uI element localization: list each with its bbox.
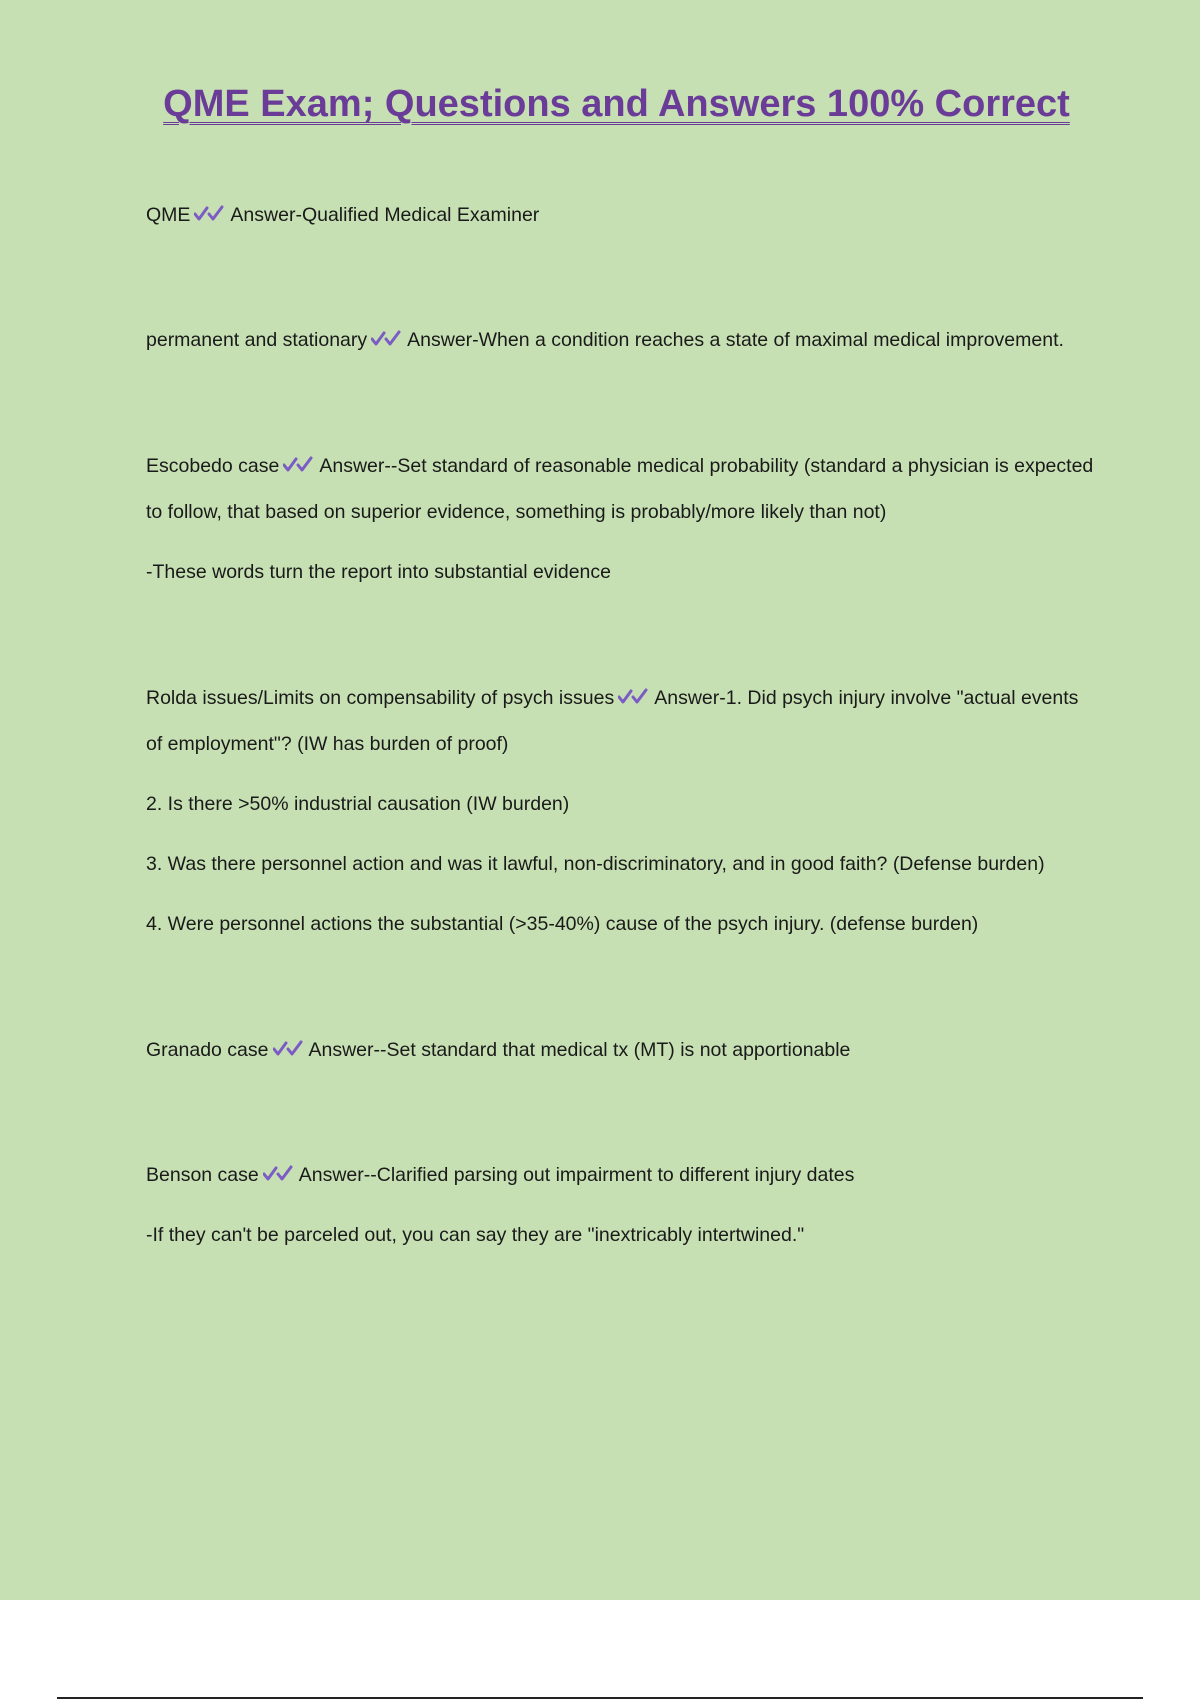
double-check-icon [194,204,224,224]
question-text: permanent and stationary [146,329,368,351]
answer-text: Answer--Set standard of reasonable medical probability (standard a physician is expected to follow, that based on superior evidence, something is probably/more likely than not) [146,455,1094,523]
answer-text: Answer-1. Did psych injury involve "actual events of employment"? (IW has burden of proof) [146,687,1079,755]
answer-line: 2. Is there >50% industrial causation (IW burden) [146,793,570,815]
qa-item [146,443,1096,595]
qa-first-line [146,317,1096,363]
answer-line: 3. Was there personnel action and was it lawful, non-discriminatory, and in good faith? (Defense burden) [146,853,1045,875]
answer-line: -These words turn the report into substantial evidence [146,561,612,583]
qa-item [146,675,1096,947]
qa-first-line [146,192,1096,238]
qa-first-line [146,443,1096,535]
answer-text: Answer--Clarified parsing out impairment to different injury dates [298,1164,855,1186]
question-text: Rolda issues/Limits on compensability of psych issues [146,687,615,709]
question-text: QME [146,204,191,226]
double-check-icon [273,1039,303,1059]
answer-text: Answer-Qualified Medical Examiner [230,204,540,226]
qa-item [146,317,1096,363]
question-text: Granado case [146,1039,269,1061]
qa-first-line [146,1152,1096,1198]
double-check-icon [371,329,401,349]
footer-divider [57,1697,1143,1699]
question-text: Benson case [146,1164,259,1186]
question-text: Escobedo case [146,455,280,477]
qa-item [146,1027,1096,1073]
answer-text: Answer--Set standard that medical tx (MT) is not apportionable [308,1039,851,1061]
qa-first-line [146,675,1096,767]
double-check-icon [263,1164,293,1184]
qa-first-line [146,1027,1096,1073]
qa-item [146,1152,1096,1258]
answer-line: -If they can't be parceled out, you can say they are "inextricably intertwined." [146,1224,805,1246]
document-title: QME Exam; Questions and Answers 100% Correct [163,83,1070,125]
double-check-icon [283,455,313,475]
double-check-icon [618,687,648,707]
qa-list [146,192,1096,1258]
answer-line: 4. Were personnel actions the substantial (>35-40%) cause of the psych injury. (defense burden) [146,913,979,935]
answer-text: Answer-When a condition reaches a state of maximal medical improvement. [407,329,1064,351]
qa-item [146,192,1096,238]
